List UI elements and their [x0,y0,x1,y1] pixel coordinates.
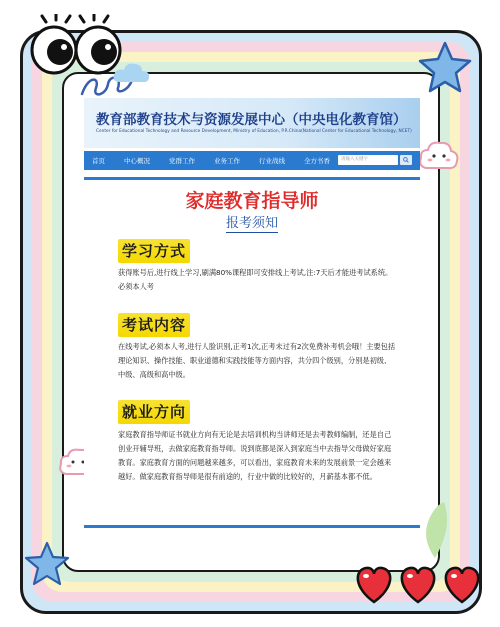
nav-item-home[interactable]: 首页 [92,157,105,165]
leaf-green-icon [420,500,450,560]
star-icon [416,40,474,94]
navbar [84,151,420,170]
cloud-blue-icon [112,60,152,86]
banner-title: 教育部教育技术与资源发展中心（中央电化教育馆） [96,112,407,128]
site-banner [84,98,420,148]
star-small-icon [22,540,72,588]
page-subtitle-text: 报考须知 [225,216,278,231]
section-text-exam: 在线考试,必须本人考,进行人脸识别,正考1次,正考未过有2次免费补考机会哦！主要包括理论知识、操作技能、职业道德和实践技能等方面内容，共分四个级别，分别是初级、中级、高级和高中级。 [118,342,396,379]
divider-top [84,177,420,180]
section-heading-exam: 考试内容 [118,313,190,337]
section-heading-study: 学习方式 [118,239,190,263]
nav-item-overview[interactable]: 中心概况 [124,157,150,165]
section-text-study: 获得账号后,进行线上学习,刷满80%课程即可安排线上考试,注:7天后才能进考试系统。必须本人考 [118,268,393,291]
nav-item-business[interactable]: 业务工作 [214,157,240,165]
nav-item-party[interactable]: 党群工作 [169,157,195,165]
search-icon [403,157,409,163]
page-title: 家庭教育指导师 [185,190,319,212]
banner-subtitle: Center for Educational Technology and Resource Development, Ministry of Education, P.R.China(National Center for Educational Technology, NCET) [96,129,412,134]
search-button[interactable] [400,155,412,165]
content-card [84,98,420,534]
divider-bottom [84,525,420,528]
hearts-icon [352,558,486,608]
section-text-career: 家庭教育指导师证书就业方向有无论是去培训机构当讲师还是去考教师编制，还是自己创业开辅导班，去做家庭教育指导师。说到底都是深入到家庭当中去指导父母做好家庭教育。家庭教育方面的问题越来越多，可以看出，家庭教育未来的发展前景一定会越来越好。做家庭教育指导师是很有前途的，行业中做的比较好的，月薪基本都不低。 [118,430,392,481]
section-heading-career: 就业方向 [118,400,190,424]
search-input[interactable]: 请输入关键字 [338,155,398,165]
cloud-face-icon [418,138,460,174]
page-subtitle [84,212,420,231]
nav-item-industry[interactable]: 行业战线 [259,157,285,165]
nav-item-books[interactable]: 全方书香 [304,157,330,165]
